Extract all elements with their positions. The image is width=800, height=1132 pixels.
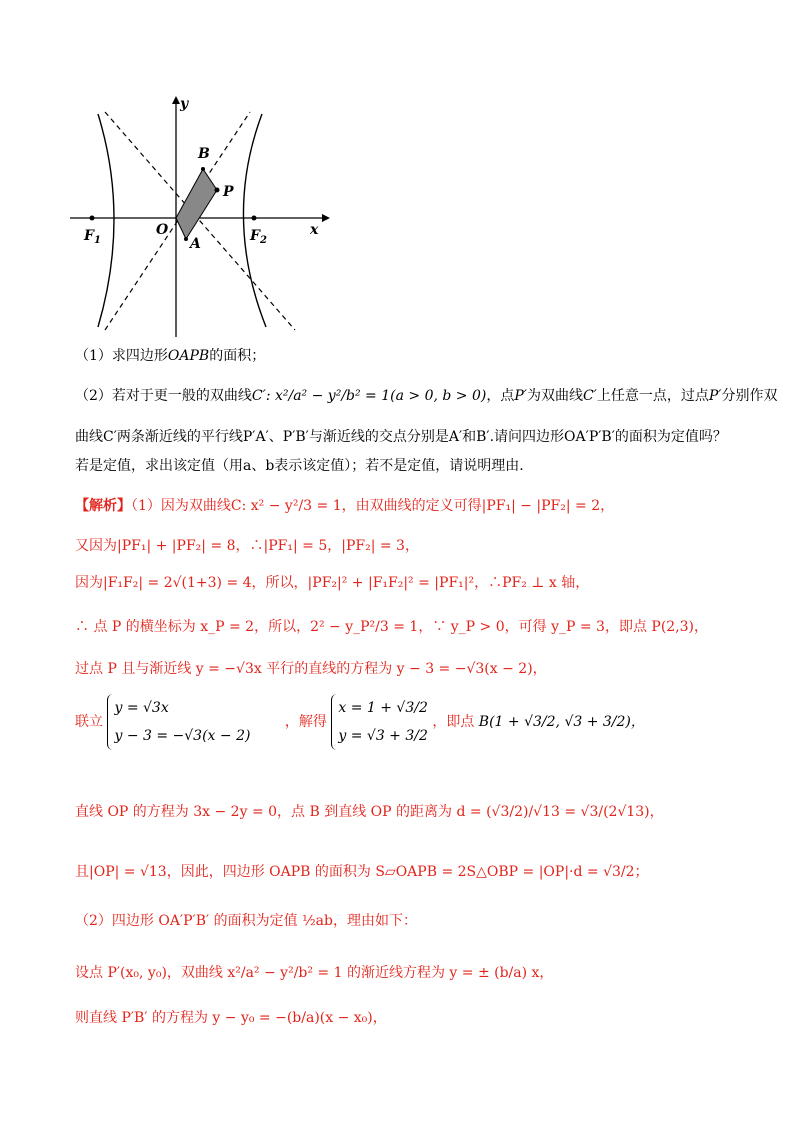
equation-system [107, 694, 250, 750]
solution-line-6 [75, 694, 645, 774]
point-a [184, 237, 188, 241]
point-f1 [90, 216, 95, 221]
parallelogram-oapb [176, 169, 217, 239]
solution-line-8: 且|OP| = √13，因此，四边形 OAPB 的面积为 S▱OAPB = 2S△OBP = |OP|·d = √3/2； [75, 864, 649, 880]
hyperbola-figure [70, 92, 330, 337]
question-1 [75, 346, 265, 366]
label-a: A [190, 236, 201, 252]
solution-line-9: （2）四边形 OA′P′B′ 的面积为定值 ½ab，理由如下： [75, 913, 417, 929]
q2-text-c: 为双曲线 [526, 388, 583, 404]
solution-line-2: 又因为|PF₁| + |PF₂| = 8，∴|PF₁| = 5，|PF₂| = 3， [75, 538, 419, 554]
label-p: P [223, 184, 234, 200]
label-b: B [198, 146, 210, 162]
q2-text-g: 分别作双 [721, 388, 778, 404]
point-p [215, 188, 220, 193]
solution-step-1: （1）因为双曲线C: x² − y²/3 = 1，由双曲线的定义可得|PF₁| − |PF₂| = 2， [131, 498, 615, 514]
q2-point-p: P′ [514, 388, 527, 404]
solution-6-lead: 联立 [75, 714, 103, 730]
asymptote-2 [105, 112, 295, 330]
system-eq-1: y = √3x [114, 700, 169, 716]
q2-text-a: （2）若对于更一般的双曲线 [75, 388, 252, 404]
q2-text-e: 上任意一点，过点 [596, 388, 709, 404]
solution-tag: 【解析】 [75, 498, 131, 514]
solution-line-1 [75, 496, 614, 516]
q1-prefix: （1）求四边形 [75, 348, 168, 364]
hyperbola-right-branch [243, 114, 266, 327]
question-2-line-1 [75, 386, 777, 406]
question-2-line-3: 若是定值，求出该定值（用a、b表示该定值）；若不是定值，请说明理由. [75, 458, 524, 474]
q2-equation: C′: x²/a² − y²/b² = 1(a > 0, b > 0) [251, 388, 487, 404]
q2-text-b: ，点 [486, 388, 515, 404]
solution-line-7: 直线 OP 的方程为 3x − 2y = 0，点 B 到直线 OP 的距离为 d = (√3/2)/√13 = √3/(2√13)， [75, 804, 664, 820]
q2-point-p2: P′ [708, 388, 722, 404]
label-x: x [310, 222, 319, 238]
q1-shape: OAPB [167, 348, 210, 364]
q2-curve-c: C′ [582, 388, 597, 404]
solution-line-5: 过点 P 且与渐近线 y = −√3x 平行的直线的方程为 y − 3 = −√3(x − 2)， [75, 661, 547, 677]
q1-suffix: 的面积； [209, 348, 266, 364]
point-b-coords: B(1 + √3/2, √3 + 3/2)， [478, 714, 645, 730]
solution-line-4: ∴ 点 P 的横坐标为 x_P = 2，所以，2² − y_P²/3 = 1，∵ y_P > 0，可得 y_P = 3，即点 P(2,3)， [75, 619, 709, 635]
label-o: O [156, 222, 169, 238]
solution-x: x = 1 + √3/2 [338, 700, 428, 716]
label-y: y [180, 96, 189, 112]
point-b [201, 167, 205, 171]
solution-line-10: 设点 P′(x₀, y₀)，双曲线 x²/a² − y²/b² = 1 的渐近线方程为 y = ± (b/a) x， [75, 965, 554, 981]
label-f1: $F_1$ [84, 228, 101, 246]
hyperbola-left-branch [98, 114, 114, 327]
solution-6-point: ，即点 [432, 714, 475, 730]
y-axis-arrow [172, 96, 180, 104]
label-f2: $F_2$ [250, 228, 267, 246]
question-2-line-2: 曲线C′两条渐近线的平行线P′A′、P′B′与渐近线的交点分别是A′和B′.请问四边形OA′P′B′的面积为定值吗？ [75, 429, 727, 445]
x-axis-arrow [322, 214, 330, 222]
system-eq-2: y − 3 = −√3(x − 2) [114, 728, 251, 744]
solution-line-3: 因为|F₁F₂| = 2√(1+3) = 4，所以，|PF₂|² + |F₁F₂|² = |PF₁|²，∴PF₂ ⊥ x 轴， [75, 575, 590, 591]
solution-line-11: 则直线 P′B′ 的方程为 y − y₀ = −(b/a)(x − x₀)， [75, 1010, 387, 1026]
solution-6-solve: ，解得 [284, 714, 327, 730]
solution-y: y = √3 + 3/2 [338, 728, 428, 744]
solution-system [331, 694, 428, 750]
point-f2 [252, 216, 257, 221]
